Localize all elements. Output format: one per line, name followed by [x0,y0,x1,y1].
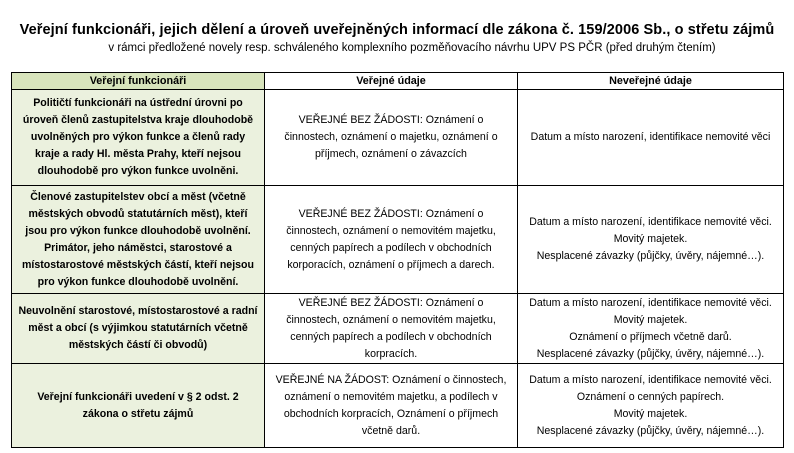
public-data-cell: VEŘEJNÉ BEZ ŽÁDOSTI: Oznámení o činnostech, oznámení o nemovitém majetku, cenných papírech a podílech v obchodních korpracích. [265,294,518,364]
private-data-cell [518,90,784,186]
private-data-line: Datum a místo narození, identifikace nemovité věci. [529,373,772,386]
table-row [12,90,784,186]
private-data-line: Oznámení o příjmech včetně darů. [569,330,732,343]
private-data-line: Movitý majetek. [613,313,688,326]
table-row [12,364,784,448]
public-data-cell: VEŘEJNÉ NA ŽÁDOST: Oznámení o činnostech, oznámení o nemovitém majetku, a podílech v obchodních korpracích, Oznámení o příjmech včetně darů. [265,364,518,448]
private-data-line: Datum a místo narození, identifikace nemovité věci. [529,296,772,309]
official-cell: Političtí funkcionáři na ústřední úrovni po úroveň členů zastupitelstva kraje dlouhodobě uvolněných pro výkon funkce a členů rady kraje a rady Hl. města Prahy, kteří nejsou dlouhodobě pro výkon funkce uvolněni. [12,90,265,186]
page-subtitle: v rámci předložené novely resp. schváleného komplexního pozměňovacího návrhu UPV PS PČR (před druhým čtením) [108,42,716,54]
private-data-line: Movitý majetek. [613,407,688,420]
header-officials: Veřejní funkcionáři [12,73,265,90]
table-header-row [12,73,784,90]
official-cell: Členové zastupitelstev obcí a měst (včetně městských obvodů statutárních měst), kteří jsou pro výkon funkce dlouhodobě uvolnění. Primátor, jeho náměstci, starostové a místostarostové městských částí, kteří nejsou pro výkon funkce dlouhodobě uvolnění. [12,186,265,294]
public-data-cell: VEŘEJNÉ BEZ ŽÁDOSTI: Oznámení o činnostech, oznámení o majetku, oznámení o příjmech, oznámení o závazcích [265,90,518,186]
private-data-line: Oznámení o cenných papírech. [576,390,725,403]
private-data-line: Datum a místo narození, identifikace nemovité věci [530,131,771,143]
private-data-cell [518,186,784,294]
header-private-data: Neveřejné údaje [518,73,784,90]
official-cell: Neuvolnění starostové, místostarostové a radní měst a obcí (s výjimkou statutárních včetně městských částí či obvodů) [12,294,265,364]
private-data-cell [518,364,784,448]
private-data-line: Nesplacené závazky (půjčky, úvěry, nájemné…). [536,424,765,437]
official-cell: Veřejní funkcionáři uvedení v § 2 odst. 2 zákona o střetu zájmů [12,364,265,448]
private-data-line: Nesplacené závazky (půjčky, úvěry, nájemné…). [536,250,765,262]
public-data-cell: VEŘEJNÉ BEZ ŽÁDOSTI: Oznámení o činnostech, oznámení o nemovitém majetku, cenných papírech a podílech v obchodních korporacích, oznámení o příjmech a darech. [265,186,518,294]
page-title: Veřejní funkcionáři, jejich dělení a úroveň uveřejněných informací dle zákona č. 159/2006 Sb., o střetu zájmů [19,22,775,38]
header-public-data: Veřejné údaje [265,73,518,90]
private-data-cell [518,294,784,364]
officials-table [11,72,784,448]
private-data-line: Movitý majetek. [613,233,688,245]
table-row [12,294,784,364]
private-data-line: Nesplacené závazky (půjčky, úvěry, nájemné…). [536,347,765,360]
private-data-line: Datum a místo narození, identifikace nemovité věci. [529,216,772,228]
table-row [12,186,784,294]
